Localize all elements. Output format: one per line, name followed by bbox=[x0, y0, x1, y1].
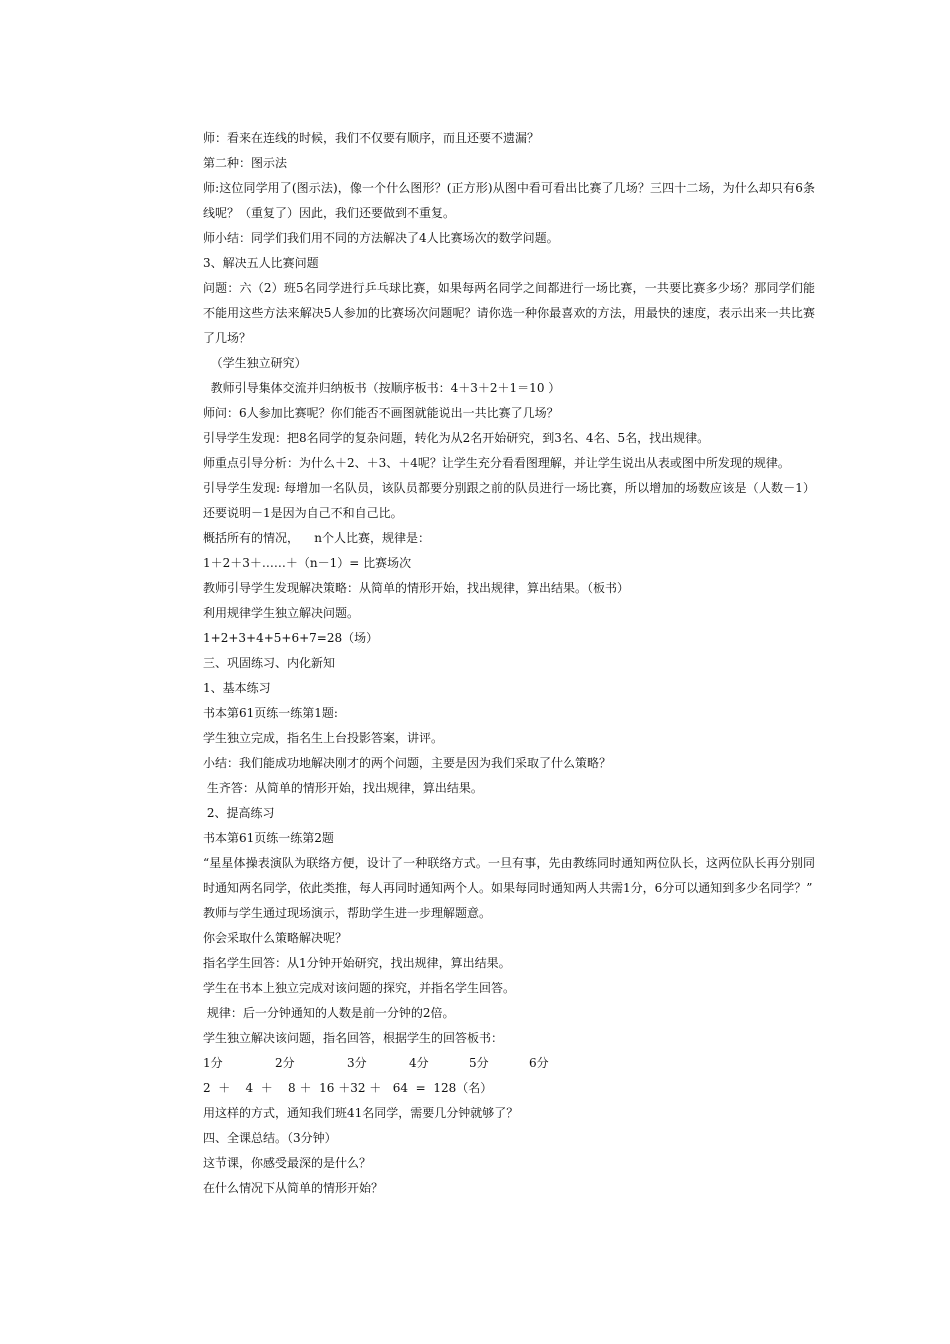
minutes-row bbox=[203, 1051, 815, 1076]
text-line: 小结：我们能成功地解决刚才的两个问题，主要是因为我们采取了什么策略？ bbox=[203, 756, 612, 770]
text-line: 在什么情况下从简单的情形开始？ bbox=[203, 1181, 384, 1195]
text-line: （学生独立研究） bbox=[203, 356, 307, 370]
text-line: 学生独立完成，指名生上台投影答案，讲评。 bbox=[203, 731, 444, 745]
text-line: 第二种：图示法 bbox=[203, 156, 288, 170]
minute-cell: 2分 bbox=[275, 1056, 295, 1070]
text-line: 引导学生发现：把8名同学的复杂问题，转化为从2名开始研究，到3名、4名、5名，找出规律。 bbox=[203, 431, 710, 445]
text-paragraph: 师:这位同学用了(图示法)，像一个什么图形？(正方形)从图中看可看出比赛了几场？三四十二场，为什么却只有6条线呢？（重复了）因此，我们还要做到不重复。 bbox=[203, 181, 815, 220]
text-line: 学生在书本上独立完成对该问题的探究，并指名学生回答。 bbox=[203, 981, 516, 995]
minute-cell: 5分 bbox=[469, 1056, 489, 1070]
text-line: 利用规律学生独立解决问题。 bbox=[203, 606, 360, 620]
text-paragraph: 引导学生发现: 每增加一名队员，该队员都要分别跟之前的队员进行一场比赛，所以增加的场数应该是（人数－1）还要说明－1是因为自己不和自己比。 bbox=[203, 481, 815, 520]
text-line: 书本第61页练一练第1题: bbox=[203, 706, 338, 720]
minute-cell: 6分 bbox=[529, 1056, 549, 1070]
text-line: 师小结：同学们我们用不同的方法解决了4人比赛场次的数学问题。 bbox=[203, 231, 559, 245]
subsection-heading: 1、基本练习 bbox=[203, 681, 271, 695]
text-paragraph: “星星体操表演队为联络方便，设计了一种联络方式。一旦有事，先由教练同时通知两位队长，这两位队长再分别同时通知两名同学，依此类推，每人再同时通知两个人。如果每同时通知两人共需1分，6分可以通知到多少名同学？” bbox=[203, 856, 815, 895]
text-line: 用这样的方式，通知我们班41名同学，需要几分钟就够了？ bbox=[203, 1106, 519, 1120]
text-line: 学生独立解决该问题，指名回答，根据学生的回答板书： bbox=[203, 1031, 504, 1045]
sum-row: 2 ＋ 4 ＋ 8 ＋ 16 ＋32 ＋ 64 = 128（名） bbox=[203, 1081, 493, 1095]
minute-cell: 4分 bbox=[409, 1056, 429, 1070]
text-line: 书本第61页练一练第2题 bbox=[203, 831, 334, 845]
section-heading: 三、巩固练习、内化新知 bbox=[203, 656, 336, 670]
text-line: 师重点引导分析：为什么＋2、＋3、＋4呢？让学生充分看看图理解，并让学生说出从表或图中所发现的规律。 bbox=[203, 456, 790, 470]
formula-line: 1+2+3+4+5+6+7=28（场） bbox=[203, 631, 379, 645]
section-heading: 3、解决五人比赛问题 bbox=[203, 256, 319, 270]
minute-cell: 1分 bbox=[203, 1056, 223, 1070]
text-line: 教师引导学生发现解决策略：从简单的情形开始，找出规律，算出结果。（板书） bbox=[203, 581, 630, 595]
document-body bbox=[203, 126, 815, 1201]
text-line: 师问：6人参加比赛呢？你们能否不画图就能说出一共比赛了几场？ bbox=[203, 406, 559, 420]
text-line: 指名学生回答：从1分钟开始研究，找出规律，算出结果。 bbox=[203, 956, 511, 970]
formula-line: 1＋2＋3＋……＋（n－1）= 比赛场次 bbox=[203, 556, 412, 570]
subsection-heading: 2、提高练习 bbox=[203, 806, 275, 820]
minute-cell: 3分 bbox=[347, 1056, 367, 1070]
text-paragraph: 问题：六（2）班5名同学进行乒乓球比赛，如果每两名同学之间都进行一场比赛，一共要比赛多少场？那同学们能不能用这些方法来解决5人参加的比赛场次问题呢？请你选一种你最喜欢的方法，用最快的速度，表示出来一共比赛了几场？ bbox=[203, 281, 815, 345]
text-line: 教师与学生通过现场演示，帮助学生进一步理解题意。 bbox=[203, 906, 492, 920]
text-line: 师：看来在连线的时候，我们不仅要有顺序，而且还要不遗漏？ bbox=[203, 131, 540, 145]
text-line: 你会采取什么策略解决呢？ bbox=[203, 931, 348, 945]
section-heading: 四、全课总结。（3分钟） bbox=[203, 1131, 337, 1145]
text-line: 这节课，你感受最深的是什么？ bbox=[203, 1156, 372, 1170]
text-line: 概括所有的情况， n个人比赛，规律是： bbox=[203, 531, 430, 545]
text-line: 教师引导集体交流并归纳板书（按顺序板书：4＋3＋2＋1＝10 ） bbox=[203, 381, 561, 395]
text-line: 规律：后一分钟通知的人数是前一分钟的2倍。 bbox=[203, 1006, 455, 1020]
text-line: 生齐答：从简单的情形开始，找出规律，算出结果。 bbox=[203, 781, 483, 795]
